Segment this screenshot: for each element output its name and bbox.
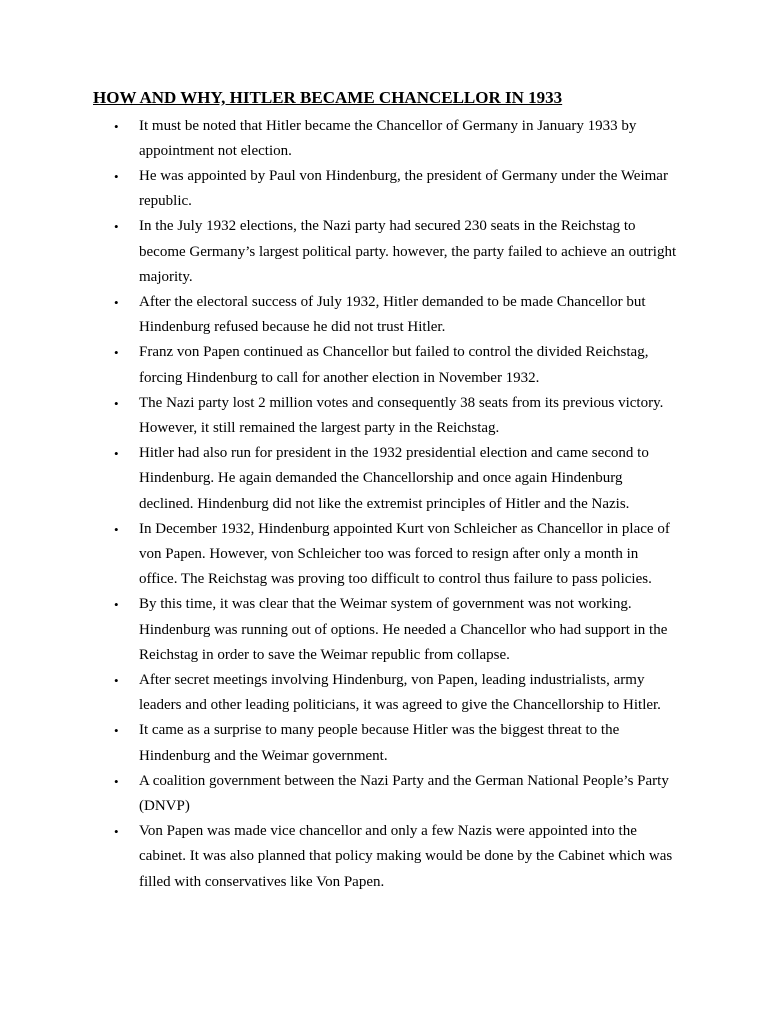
bullet-text: He was appointed by Paul von Hindenburg, the president of Germany under the Weimar republic. (139, 167, 668, 210)
bullet-item (0, 340, 679, 390)
bullet-text: Hitler had also run for president in the 1932 presidential election and came second to Hindenburg. He again demanded the Chancellorship and once again Hindenburg declined. Hindenburg did not like the extremist principles of Hitler and the Nazis. (139, 445, 649, 512)
bullet-icon: • (114, 521, 119, 537)
document-title: HOW AND WHY, HITLER BECAME CHANCELLOR IN 1933 (93, 88, 563, 107)
bullet-icon: • (114, 597, 119, 613)
bullet-item (0, 164, 679, 214)
bullet-text: After secret meetings involving Hindenburg, von Papen, leading industrialists, army leaders and other leading politicians, it was agreed to give the Chancellorship to Hitler. (139, 671, 661, 714)
bullet-item (0, 592, 679, 668)
bullet-icon: • (114, 345, 119, 361)
bullet-text: By this time, it was clear that the Weimar system of government was not working. Hindenburg was running out of options. He needed a Chancellor who had support in the Reichstag in order to save the Weimar republic from collapse. (139, 596, 668, 663)
bullet-item (0, 668, 679, 718)
bullet-list (0, 114, 768, 895)
bullet-item (0, 819, 679, 895)
bullet-icon: • (114, 168, 119, 184)
bullet-item (0, 769, 679, 819)
bullet-text: In the July 1932 elections, the Nazi party had secured 230 seats in the Reichstag to become Germany’s largest political party. however, the party failed to achieve an outright majority. (139, 218, 677, 285)
bullet-item (0, 391, 679, 441)
bullet-text: It must be noted that Hitler became the Chancellor of Germany in January 1933 by appointment not election. (139, 117, 637, 159)
bullet-text: Franz von Papen continued as Chancellor but failed to control the divided Reichstag, forcing Hindenburg to call for another election in November 1932. (139, 344, 649, 386)
bullet-item (0, 441, 679, 517)
bullet-text: A coalition government between the Nazi Party and the German National People’s Party (DNVP) (139, 772, 669, 814)
bullet-icon: • (114, 219, 119, 235)
bullet-icon: • (114, 446, 119, 462)
bullet-icon: • (114, 672, 119, 688)
bullet-text: It came as a surprise to many people because Hitler was the biggest threat to the Hindenburg and the Weimar government. (139, 722, 620, 764)
bullet-item (0, 114, 679, 164)
bullet-item (0, 718, 679, 768)
bullet-text: Von Papen was made vice chancellor and only a few Nazis were appointed into the cabinet. It was also planned that policy making would be done by the Cabinet which was filled with conservatives like Von Papen. (139, 823, 673, 890)
bullet-icon: • (114, 395, 119, 411)
bullet-text: In December 1932, Hindenburg appointed Kurt von Schleicher as Chancellor in place of von Papen. However, von Schleicher too was forced to resign after only a month in office. The Reichstag was proving too difficult to control thus failure to pass policies. (139, 520, 670, 588)
bullet-icon: • (114, 118, 119, 134)
bullet-item (0, 214, 679, 290)
bullet-icon: • (114, 824, 119, 840)
bullet-item (0, 517, 679, 593)
bullet-icon: • (114, 773, 119, 789)
bullet-icon: • (114, 294, 119, 310)
bullet-text: The Nazi party lost 2 million votes and consequently 38 seats from its previous victory. However, it still remained the largest party in the Reichstag. (139, 394, 664, 436)
bullet-text: After the electoral success of July 1932, Hitler demanded to be made Chancellor but Hindenburg refused because he did not trust Hitler. (139, 293, 646, 336)
bullet-icon: • (114, 723, 119, 739)
bullet-item (0, 290, 679, 340)
